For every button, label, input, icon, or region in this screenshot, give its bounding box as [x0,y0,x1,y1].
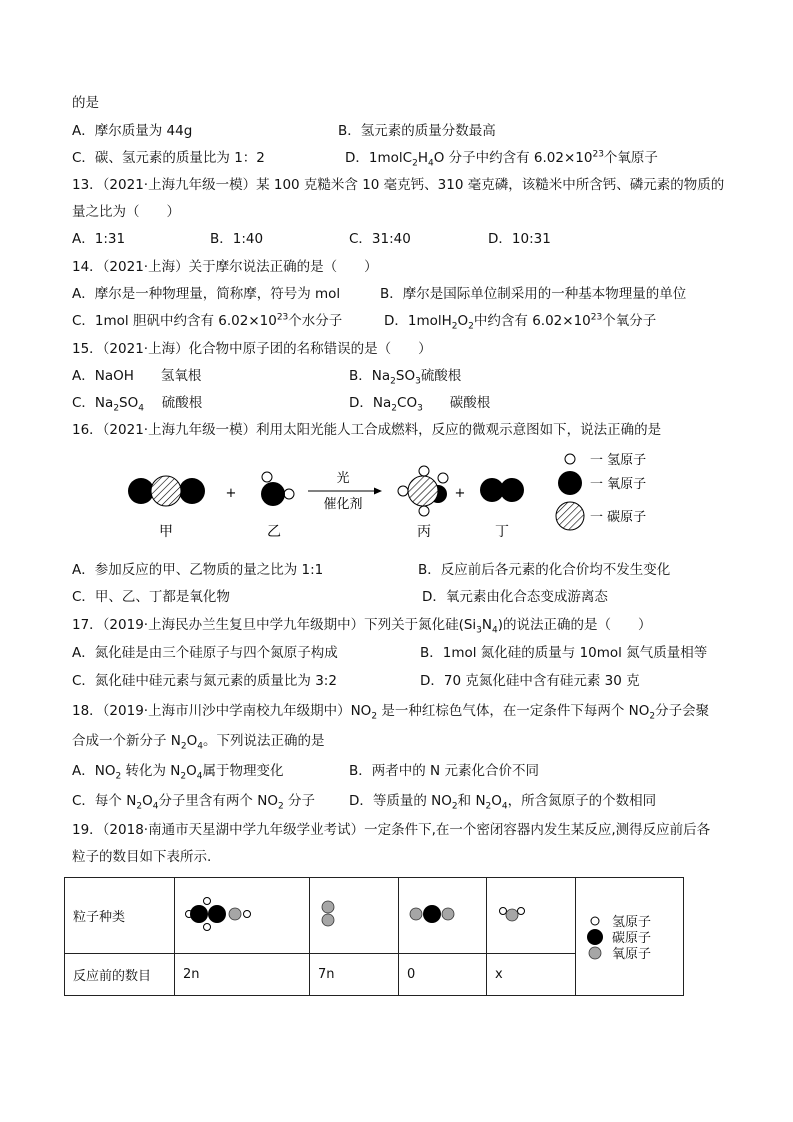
q13-stem-line1: 13．（2021·上海九年级一模）某 100 克糙米含 10 毫克钙、310 毫克磷，该糙米中所含钙、磷元素的物质的 [72,177,725,193]
q14-option-c: C．1mol 胆矾中约含有 $6.02\times 10^{23}$个水分子 [72,312,343,329]
q16-option-d: D．氧元素由化合态变成游离态 [422,589,608,605]
arrow-condition-light: 光 [336,471,350,486]
q14-option-a: A．摩尔是一种物理量，简称摩，符号为 mol [72,286,341,302]
q12-option-a: A．摩尔质量为 44g [72,123,193,139]
q12-option-d: D．$1molC_2H_4O$ 分子中约含有 $6.02\times 10^{23}$个氧原子 [345,149,658,169]
q16-option-b: B．反应前后各元素的化合价均不发生变化 [418,562,671,578]
molecule-c2h6o-icon [183,897,263,931]
molecule-co2-icon [407,897,457,931]
q17-option-a: A．氮化硅是由三个硅原子与四个氮原子构成 [72,645,338,661]
question-fragment: 的是 [72,95,99,111]
legend-carbon: 一 碳原子 [590,510,647,525]
q12-option-b: B．氢元素的质量分数最高 [338,123,496,139]
molecule-yi [261,472,294,506]
molecule-bing [398,466,448,516]
q18-option-c: C．每个 $N_2O_4$分子里含有两个 $NO_2$ 分子 [72,793,315,812]
legend-hydrogen-label: 氢原子 [612,915,652,930]
initial-count-4: x [487,954,576,996]
q15-option-c: C．$Na_2SO_4$ 硫酸根 [72,395,203,414]
molecule-jia [128,476,205,506]
arrow-condition-catalyst: 催化剂 [323,497,363,512]
particle-molecule-3 [399,878,487,954]
reaction-arrow [308,488,382,495]
table-legend-oxygen [584,945,675,961]
row-label-initial-count: 反应前的数目 [65,954,175,996]
label-ding: 丁 [495,524,509,540]
q18-stem-line2: 合成一个新分子 $N_2O_4$。下列说法正确的是 [72,733,325,752]
molecule-ding [480,478,524,502]
q16-option-c: C．甲、乙、丁都是氧化物 [72,589,230,605]
initial-count-3: 0 [399,954,487,996]
q14-option-d: D．$1molH_2O_2$中约含有 $6.02\times 10^{23}$个氧分子 [384,312,657,332]
label-bing: 丙 [417,524,431,540]
diagram-legend [556,453,646,530]
q18-option-a: A．$NO_2$ 转化为 $N_2O_4$属于物理变化 [72,763,284,782]
q13-option-a: A．1:31 [72,231,126,247]
q17-option-d: D．70 克氮化硅中含有硅元素 30 克 [420,673,640,689]
q13-option-d: D．10:31 [488,231,551,247]
table-row-particle-types [65,878,684,954]
molecule-h2o-icon [495,897,529,931]
q19-stem-line1: 19．（2018·南通市天星湖中学九年级学业考试）一定条件下,在一个密闭容器内发生某反应,测得反应前后各 [72,822,711,838]
q16-option-a: A．参加反应的甲、乙物质的量之比为 1:1 [72,562,324,578]
label-jia: 甲 [159,524,173,540]
initial-count-2: 7n [310,954,399,996]
legend-oxygen-label: 氧原子 [612,947,652,962]
label-yi: 乙 [267,524,281,540]
particle-molecule-1 [175,878,310,954]
q17-option-b: B．1mol 氮化硅的质量与 10mol 氮气质量相等 [420,645,708,661]
legend-hydrogen: 一 氢原子 [590,453,647,468]
q17-stem: 17．（2019·上海民办兰生复旦中学九年级期中）下列关于氮化硅$(Si_3N_4)$的说法正确的是（ ） [72,617,652,636]
initial-count-1: 2n [175,954,310,996]
table-legend-cell [576,878,684,996]
q15-option-d: D．$Na_2CO_3$ 碳酸根 [349,395,491,414]
q13-option-c: C．31:40 [349,231,411,247]
row-label-particle-type: 粒子种类 [65,878,175,954]
legend-oxygen: 一 氧原子 [590,477,647,492]
q12-option-c: C．碳、氢元素的质量比为 1：2 [72,150,265,166]
legend-carbon-label: 碳原子 [612,931,652,946]
q14-stem: 14．（2021·上海）关于摩尔说法正确的是（ ） [72,259,378,275]
q14-option-b: B．摩尔是国际单位制采用的一种基本物理量的单位 [380,286,687,302]
plus-sign-1: + [225,486,237,501]
q15-stem: 15．（2021·上海）化合物中原子团的名称错误的是（ ） [72,341,432,357]
molecule-o2-icon [318,897,338,931]
q19-stem-line2: 粒子的数目如下表所示. [72,849,212,865]
q18-option-d: D．等质量的 $NO_2$和 $N_2O_4$，所含氮原子的个数相同 [349,793,657,812]
q13-stem-line2: 量之比为（ ） [72,204,180,220]
q13-option-b: B．1:40 [210,231,264,247]
particle-molecule-2 [310,878,399,954]
q18-option-b: B．两者中的 N 元素化合价不同 [349,763,539,779]
particle-molecule-4 [487,878,576,954]
q15-option-a: A．NaOH 氢氧根 [72,368,202,384]
q15-option-b: B．$Na_2SO_3$硫酸根 [349,368,462,387]
plus-sign-2: + [454,486,466,501]
q17-option-c: C．氮化硅中硅元素与氮元素的质量比为 3:2 [72,673,337,689]
q18-stem-line1: 18．（2019·上海市川沙中学南校九年级期中）$NO_2$ 是一种红棕色气体，在一定条件下每两个 $NO_2$分子会聚 [72,703,710,722]
reaction-diagram [60,444,700,544]
q16-stem: 16．（2021·上海九年级一模）利用太阳光能人工合成燃料，反应的微观示意图如下，说法正确的是 [72,422,662,438]
particle-count-table [64,877,684,996]
